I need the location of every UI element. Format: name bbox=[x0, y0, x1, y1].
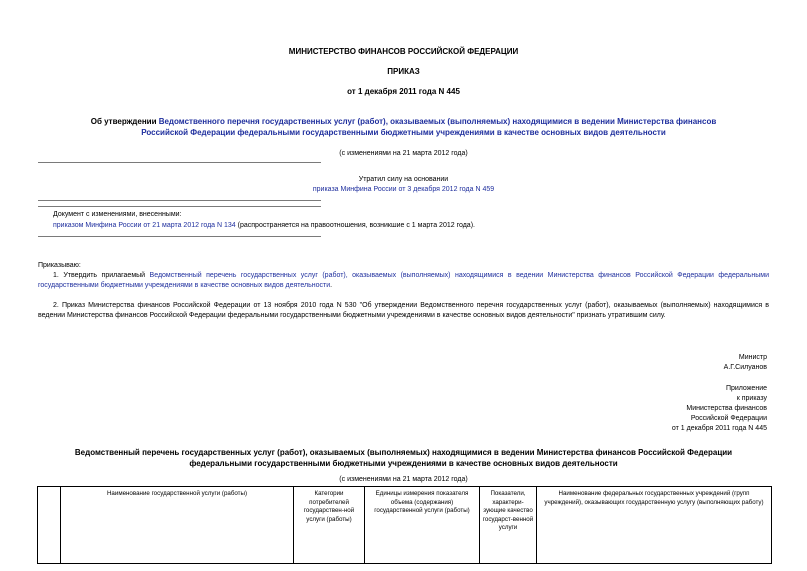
list-amendments-note: (с изменениями на 21 марта 2012 года) bbox=[339, 476, 468, 483]
repealed-link[interactable]: приказа Минфина России от 3 декабря 2012 года N 459 bbox=[312, 186, 495, 193]
title-link-line2: Российской Федерации федеральными государственными бюджетными учреждениями в качестве основных видов деятельности bbox=[141, 128, 666, 137]
amendments-note: (с изменениями на 21 марта 2012 года) bbox=[339, 150, 468, 157]
title-prefix: Об утверждении bbox=[90, 117, 159, 126]
col-header-consumers: Категории потребителей государствен-ной услуги (работы) bbox=[294, 487, 365, 564]
list-title-line1: Ведомственный перечень государственных услуг (работ), оказываемых (выполняемых) находящимися в ведении Министерства финансов Российской Федерации bbox=[74, 448, 733, 457]
order-paragraph-2: 2. Приказ Министерства финансов Российской Федерации от 13 ноября 2010 года N 530 "Об утверждении Ведомственного перечня государственных услуг (работ), оказываемых (выполняемых) находящимися в ведении Министерства финансов Российской Федерации федеральными государственными бюджетными учреждениями в качестве основных видов деятельности" признать утратившим силу. bbox=[38, 302, 769, 319]
order-p1-prefix: 1. Утвердить прилагаемый bbox=[53, 272, 150, 279]
ministry-heading: МИНИСТЕРСТВО ФИНАНСОВ РОССИЙСКОЙ ФЕДЕРАЦИИ bbox=[288, 47, 519, 56]
changes-suffix: (распространяется на правоотношения, возникшие с 1 марта 2012 года). bbox=[235, 222, 475, 229]
appendix-line-4: Российской Федерации bbox=[690, 415, 767, 422]
document-date: от 1 декабря 2011 года N 445 bbox=[347, 87, 460, 96]
table-header-row bbox=[38, 487, 772, 564]
appendix-line-2: к приказу bbox=[736, 395, 767, 402]
order-p1-suffix: . bbox=[330, 282, 333, 289]
list-title-line2: федеральными государственными бюджетными учреждениями в качестве основных видов деятельности bbox=[189, 459, 618, 468]
document-title bbox=[0, 116, 807, 138]
appendix-line-5: от 1 декабря 2011 года N 445 bbox=[671, 425, 767, 432]
changes-line bbox=[53, 222, 475, 229]
col-header-number bbox=[38, 487, 61, 564]
divider bbox=[38, 236, 321, 237]
divider bbox=[38, 200, 321, 201]
signature-position: Министр bbox=[738, 354, 767, 361]
divider bbox=[38, 162, 321, 163]
order-paragraph-1 bbox=[38, 271, 769, 291]
repealed-label: Утратил силу на основании bbox=[358, 176, 449, 183]
changes-label: Документ с изменениями, внесенными: bbox=[53, 211, 182, 218]
col-header-quality: Показатели, характери-зующие качество государст-венной услуги bbox=[480, 487, 537, 564]
appendix-line-1: Приложение bbox=[725, 385, 767, 392]
order-intro: Приказываю: bbox=[38, 262, 81, 269]
order-p1-link[interactable]: Ведомственный перечень государственных услуг (работ), оказываемых (выполняемых) находящимися в ведении Министерства финансов Российской Федерации федеральными государственными бюджетными учреждениями в качестве основных видов деятельности bbox=[38, 272, 769, 289]
title-link[interactable] bbox=[141, 117, 716, 137]
services-table bbox=[37, 486, 772, 564]
changes-link[interactable]: приказом Минфина России от 21 марта 2012 года N 134 bbox=[53, 222, 236, 229]
list-title bbox=[0, 447, 807, 469]
document-type: ПРИКАЗ bbox=[387, 67, 420, 76]
signature-name: А.Г.Силуанов bbox=[723, 364, 767, 371]
title-link-line1: Ведомственного перечня государственных услуг (работ), оказываемых (выполняемых) находящимися в ведении Министерства финансов bbox=[158, 117, 717, 126]
col-header-service-name: Наименование государственной услуги (работы) bbox=[61, 487, 294, 564]
col-header-units: Единицы измерения показателя объема (содержания) государственной услуги (работы) bbox=[365, 487, 480, 564]
appendix-line-3: Министерства финансов bbox=[686, 405, 767, 412]
divider bbox=[38, 206, 321, 207]
col-header-institutions: Наименование федеральных государственных учреждений (групп учреждений), оказывающих государственную услугу (выполняющих работу) bbox=[537, 487, 772, 564]
